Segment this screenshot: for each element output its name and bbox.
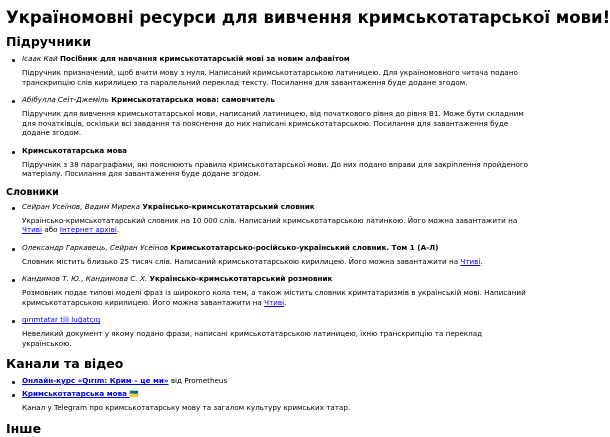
channels-list [6,376,532,413]
item-author: Олександр Гаркавець, Сейран Усеїнов [22,242,169,252]
section-heading-other: Інше [6,420,42,436]
textbooks-list [6,54,532,179]
desc-text: Українсько-кримськотатарський словник на 10 000 слів. Написаний кримськотатарською латинкою. Його можна завантажити на [22,215,518,225]
item-description [22,257,532,267]
item-description: Підручник з 38 параграфами, які пояснюють правила кримськотатарської мови. До них подано вправи для закріплення пройденого матеріалу. Посилання для завантаження буде додане згодом. [22,159,529,178]
section-heading-channels: Канали та відео [6,356,124,371]
item-description: Невеликий документ у якому подано фрази, написані кримськотатарською латиницею, їхню транскрипцію та переклад українською. [22,329,483,348]
list-item [22,389,532,413]
item-title: Українсько-кримськотатарський розмовник [149,274,333,283]
item-author: Кандимов Т. Ю., Кандимова С. Х. [22,274,148,283]
item-description [22,288,532,307]
item-description: Підручник призначений, щоб вчити мову з нуля. Написаний кримськотатарською латиницею. Для україномовного читача подано транскрипцію слів кирилицею та паралельний переклад тексту. Посилання для завантаження буде додане згодом. [22,68,518,87]
chtyvo-link[interactable]: Чтиві [22,225,43,234]
list-item [22,315,532,348]
item-description [22,216,532,235]
item-title: Кримськотатарська мова: самовчитель [111,95,275,104]
chtyvo-link[interactable]: Чтиві [264,297,285,307]
item-title: Українсько-кримськотатарський словник [142,201,315,211]
telegram-channel-link[interactable] [22,389,137,398]
list-item [22,243,532,267]
item-suffix: від Prometheus [168,376,228,385]
section-heading-dictionaries: Словники [6,186,59,198]
dictionaries-list [6,202,532,349]
list-item [22,54,532,87]
list-item [22,274,532,307]
desc-text: Розмовник подає типові моделі фраз із широкого кола тем, а також містить словник кримтатаризмів в українській мові. Написаний кримськотатарською кирилицею. Його можна завантажити на [22,288,526,307]
desc-text: або [42,225,60,234]
item-description: Підручник для вивчення кримськотатарської мови, написаний латиницею, від початкового рівня до рівня В1. Може бути складним для початківців, оскільки всі завдання та пояснення до них написані кримськотатарською. Посилання для завантаження буде додане згодом. [22,109,524,137]
item-title: Кримськотатарська мова [22,145,127,155]
item-title: Кримськотатарсько-російсько-український словник. Том 1 (А-Л) [170,242,439,252]
list-item [22,146,532,179]
page-title: Україномовні ресурси для вивчення кримськотатарської мови! [6,8,610,27]
desc-text: Словник містить близько 25 тисяч слів. Написаний кримськотатарською кирилицею. Його можна завантажити на [22,256,461,266]
desc-text: . [116,225,120,234]
item-author: Сейран Усеїнов, Вадим Мирека [22,201,141,211]
item-author: Абібулла Сеїт-Джеміль [22,95,109,104]
chtyvo-link[interactable]: Чтиві [460,256,481,266]
prometheus-course-link[interactable]: Онлайн-курс «Qırım: Крим – це ми» [22,376,169,385]
desc-text: . [480,256,483,266]
list-item [22,202,532,235]
item-title: Посібник для навчання кримськотатарській мові за новим алфавітом [59,54,350,63]
luğatçıq-link[interactable]: qırımtatar tili luğatçıq [22,315,101,324]
item-description: Канал у Telegram про кримськотатарську мову та загалом культуру кримських татар. [22,403,351,412]
section-heading-textbooks: Підручники [6,34,92,49]
list-item [22,376,532,386]
flag-icon: 🇺🇦 [129,389,139,398]
item-author: Ісаак Кай [22,54,58,63]
list-item [22,95,532,138]
link-text: Кримськотатарська мова [22,389,127,398]
desc-text: . [284,297,287,307]
internet-archive-link[interactable]: Інтернет архіві [59,225,117,234]
